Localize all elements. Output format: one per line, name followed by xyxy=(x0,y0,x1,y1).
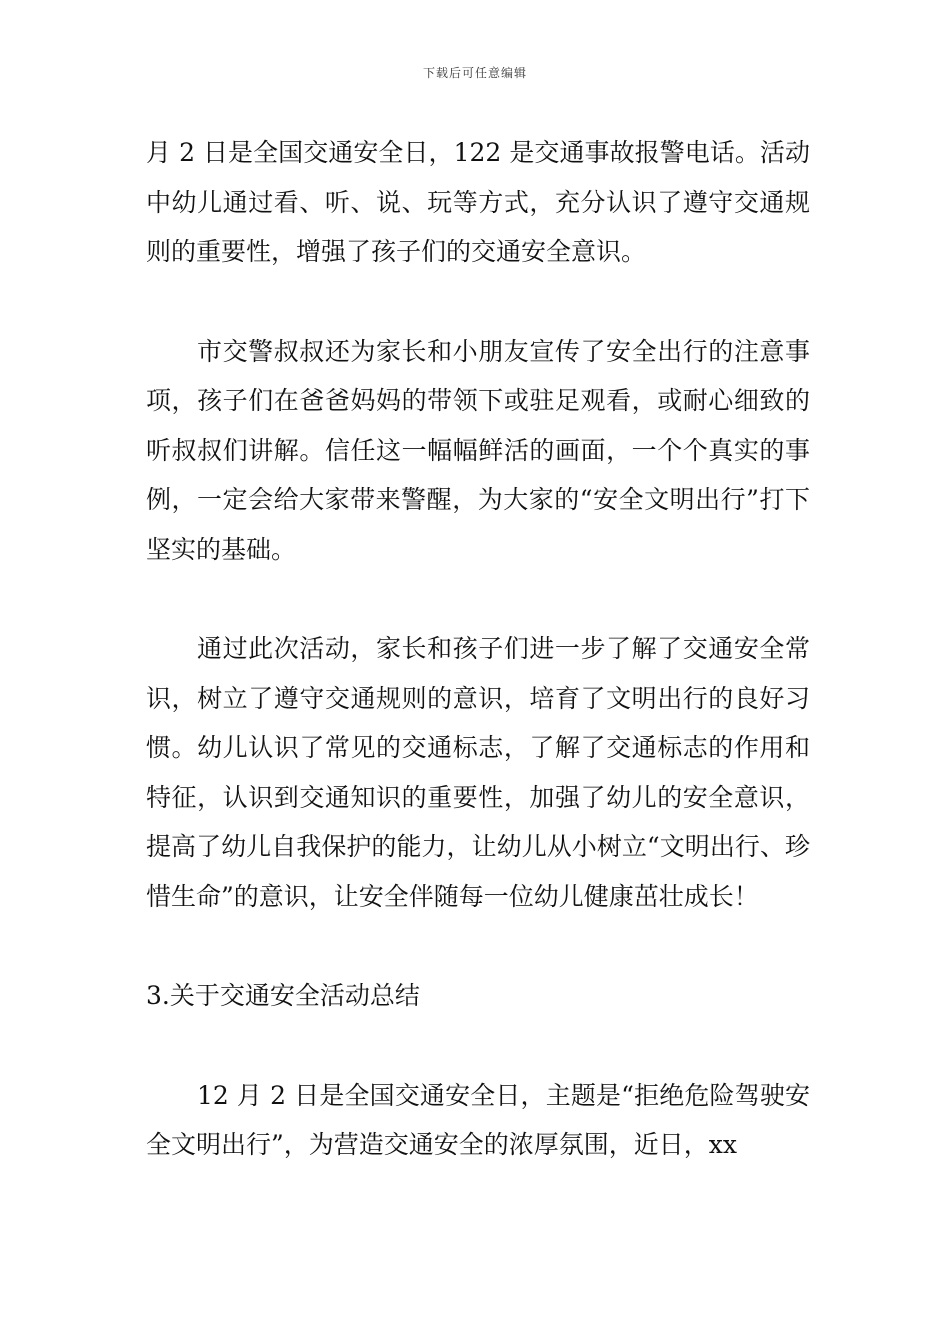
document-body xyxy=(146,128,810,1170)
paragraph-gap xyxy=(146,574,810,624)
paragraph-activity-outcome: 通过此次活动，家长和孩子们进一步了解了交通安全常识，树立了遵守交通规则的意识，培育了文明出行的良好习惯。幼儿认识了常见的交通标志，了解了交通标志的作用和特征，认识到交通知识的重要性，加强了幼儿的安全意识，提高了幼儿自我保护的能力，让幼儿从小树立“文明出行、珍惜生命”的意识，让安全伴随每一位幼儿健康茁壮成长！ xyxy=(146,634,810,911)
paragraph-gap xyxy=(146,277,810,327)
paragraph-traffic-police: 市交警叔叔还为家长和小朋友宣传了安全出行的注意事项，孩子们在爸爸妈妈的带领下或驻足观看，或耐心细致的听叔叔们讲解。信任这一幅幅鲜活的画面，一个个真实的事例，一定会给大家带来警醒，为大家的“安全文明出行”打下坚实的基础。 xyxy=(146,336,810,564)
paragraph-gap xyxy=(146,921,810,971)
paragraph-gap xyxy=(146,1021,810,1071)
paragraph-section-intro: 12 月 2 日是全国交通安全日，主题是“拒绝危险驾驶安全文明出行”，为营造交通安全的浓厚氛围，近日，xx xyxy=(146,1080,810,1159)
page-header: 下载后可任意编辑 xyxy=(422,66,527,80)
paragraph-continuation: 月 2 日是全国交通安全日，122 是交通事故报警电话。活动中幼儿通过看、听、说、玩等方式，充分认识了遵守交通规则的重要性，增强了孩子们的交通安全意识。 xyxy=(146,138,810,266)
section-heading: 3.关于交通安全活动总结 xyxy=(146,981,420,1010)
